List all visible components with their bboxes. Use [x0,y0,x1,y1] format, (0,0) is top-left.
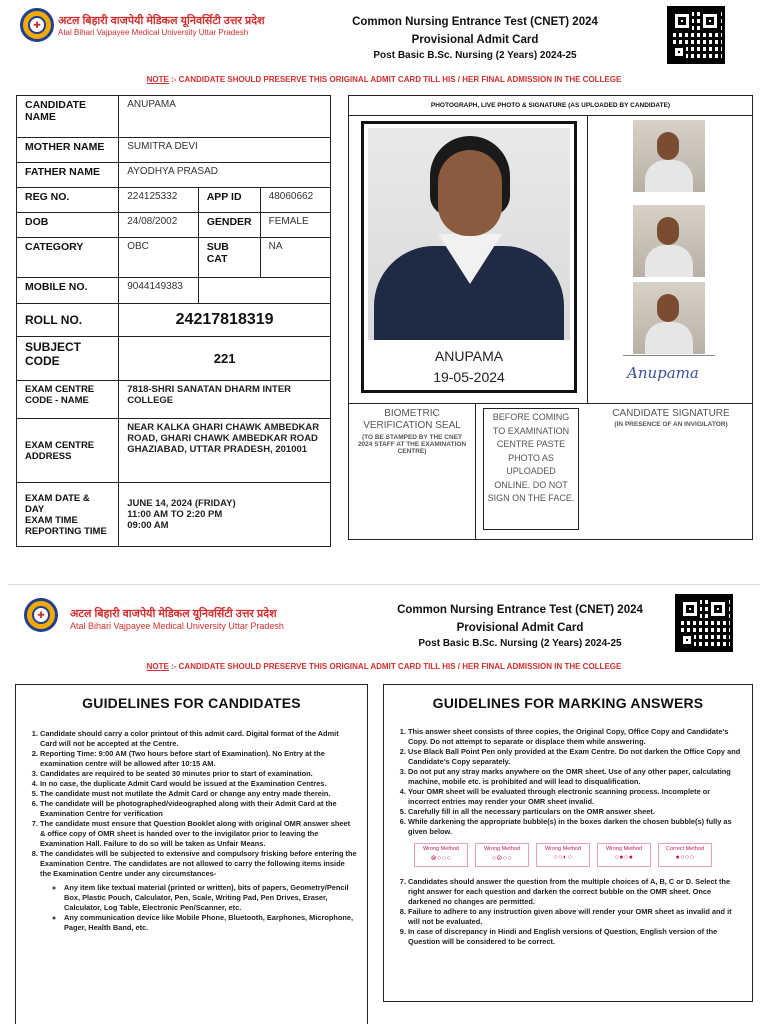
list-item: 7. The candidate must ensure that Question Booklet along with original OMR answer sheet & office copy of OMR sheet is handed over to the invigilator prior to leaving the Examination Hall. Failure to do so will be taken as Unfair Means. [40,819,357,849]
logo-emblem-icon: ✚ [28,16,46,34]
bubble-methods [414,843,752,867]
photo-signature-panel [348,95,753,540]
university-name-english: Atal Bihari Vajpayee Medical University Uttar Pradesh [70,620,284,631]
centre-address-label: EXAM CENTRE ADDRESS [17,419,119,483]
list-item: ◦ Any item like textual material (printed or written), bits of papers, Geometry/Pencil Box, Plastic Pouch, Calculator, Pen, Scale, Writing Pad, Pen Drives, Eraser, Calculator, Log Table, Electronic Pen/Scanner, etc. [64,883,357,913]
logo-emblem-icon: ✚ [32,606,50,624]
list-item: 7. Candidates should answer the question from the multiple choices of A, B, C or D. Select the right answer for each question and darken the correct bubble on the OMR sheet. Once darkened no changes are permitted. [408,877,742,907]
preserve-note [0,662,768,671]
mobile-label: MOBILE NO. [17,278,119,304]
university-name-hindi: अटल बिहारी वाजपेयी मेडिकल यूनिवर्सिटी उत्तर प्रदेश [70,608,277,620]
list-item-text: The candidates will be subjected to extensive and compulsory frisking before entering the Examination Centre. The candidates are not allowed to carry the following items inside the Examination Centre under any circumstances- [40,849,357,878]
qr-code-icon [675,594,733,652]
university-name [70,608,284,631]
marking-guidelines-box [383,684,753,1002]
bubble-icon: ○⊘○○ [491,855,513,862]
divider [587,116,588,404]
table-row [17,138,331,163]
guidelines-list [16,729,357,933]
reg-no-label: REG NO. [17,188,119,213]
father-name-label: FATHER NAME [17,163,119,188]
list-item [408,727,742,747]
university-name-english: Atal Bihari Vajpayee Medical University Uttar Pradesh [58,27,249,37]
correct-method-example [658,843,712,867]
photo-caption [364,346,574,388]
mobile-value: 9044149383 [119,278,198,304]
marking-title: GUIDELINES FOR MARKING ANSWERS [432,695,704,711]
table-row [17,483,331,547]
sub-cat-value: NA [260,238,330,278]
prohibited-items-list [40,883,357,933]
biometric-title: BIOMETRIC VERIFICATION SEAL [363,408,461,431]
subject-code-value: 221 [119,337,331,381]
note-text: :- CANDIDATE SHOULD PRESERVE THIS ORIGINAL ADMIT CARD TILL HIS / HER FINAL ADMISSION IN THE COLLEGE [168,75,622,84]
table-row [17,278,331,304]
table-row [17,419,331,483]
wrong-method-example [536,843,590,867]
sub-cat-label: SUB CAT [198,238,260,278]
exam-schedule-value [119,483,331,547]
photo-panel-title: PHOTOGRAPH, LIVE PHOTO & SIGNATURE (AS UPLOADED BY CANDIDATE) [349,96,752,116]
exam-date-label: EXAM DATE & DAY [25,492,90,515]
table-row [17,213,331,238]
method-label: Wrong Method [606,846,642,852]
bubble-icon: ○○◐○ [553,854,573,861]
university-name [58,15,265,37]
guidelines-page [0,588,768,1024]
roll-no-label: ROLL NO. [17,304,119,337]
divider [475,404,476,540]
preserve-note [0,75,768,84]
live-photo-thumbnail [633,120,705,192]
table-row [17,381,331,419]
gender-value: FEMALE [260,213,330,238]
list-item: 4. In no case, the duplicate Admit Card would be issued at the Examination Centres. [40,779,357,789]
wrong-method-example [475,843,529,867]
list-item: 3. Candidates are required to be seated 30 minutes prior to start of examination. [40,769,357,779]
live-photo-thumbnail [633,282,705,354]
bubble-icon: ⊗○○○ [430,855,452,862]
candidate-details-table [16,95,331,547]
divider [623,355,715,356]
list-item: 6. While darkening the appropriate bubble(s) in the boxes darken the chosen bubble(s) fully as given below. [408,817,742,837]
biometric-subtitle: (TO BE STAMPED BY THE CNET 2024 STAFF AT THE EXAMINATION CENTRE) [357,434,467,455]
table-row [17,188,331,213]
list-item: 5. Carefully fill in all the necessary particulars on the OMR answer sheet. [408,807,742,817]
category-value: OBC [119,238,198,278]
gender-label: GENDER [198,213,260,238]
mother-name-value: SUMITRA DEVI [119,138,331,163]
method-label: Wrong Method [423,846,459,852]
list-item: 9. In case of discrepancy in Hindi and English versions of Question, English version of the Question will be considered to be correct. [408,927,742,947]
exam-date-value: JUNE 14, 2024 (FRIDAY) [127,498,236,509]
exam-title: Common Nursing Entrance Test (CNET) 2024 [352,16,598,28]
signature-subtitle: (IN PRESENCE OF AN INVIGILATOR) [614,421,728,428]
category-label: CATEGORY [17,238,119,278]
candidate-photo [361,121,577,393]
university-logo [24,598,58,632]
card-subtitle: Provisional Admit Card [456,622,584,634]
list-item: 2. Reporting Time: 9:00 AM (Two hours before start of Examination). No Entry at the examination centre will be allowed after 10:15 AM. [40,749,357,769]
bubble-icon: ○●○● [614,854,634,861]
method-label: Wrong Method [484,846,520,852]
centre-address-value: NEAR KALKA GHARI CHAWK AMBEDKAR ROAD, GHARI CHAWK AMBEDKAR ROAD GHAZIABAD, UTTAR PRADESH, 201001 [119,419,331,483]
bubble-icon: ●○○○ [675,854,695,861]
list-item: ◦ Any communication device like Mobile Phone, Bluetooth, Earphones, Microphone, Pager, Health Band, etc. [64,913,357,933]
university-name-hindi: अटल बिहारी वाजपेयी मेडिकल यूनिवर्सिटी उत्तर प्रदेश [58,15,265,27]
exam-time-value: 11:00 AM TO 2:20 PM [127,509,223,520]
list-item: 5. The candidate must not mutilate the Admit Card or change any entry made therein. [40,789,357,799]
method-label: Wrong Method [545,846,581,852]
paste-photo-box: BEFORE COMING TO EXAMINATION CENTRE PASTE PHOTO AS UPLOADED ONLINE. DO NOT SIGN ON THE FACE. [483,408,579,530]
method-label: Correct Method [666,846,704,852]
reg-no-value: 224125332 [119,188,198,213]
note-text: :- CANDIDATE SHOULD PRESERVE THIS ORIGINAL ADMIT CARD TILL HIS / HER FINAL ADMISSION IN THE COLLEGE [168,662,622,671]
reporting-time-value: 09:00 AM [127,520,169,531]
list-item-emphasis: Original Copy, Office Copy and Candidate [575,727,723,736]
list-item: 6. The candidate will be photographed/videographed along with their Admit Card at the Examination Centre for verification [40,799,357,819]
table-row [17,238,331,278]
card-subtitle: Provisional Admit Card [411,34,539,46]
dob-value: 24/08/2002 [119,213,198,238]
empty-cell [198,278,330,304]
dob-label: DOB [17,213,119,238]
qr-code-icon [667,6,725,64]
reporting-time-label: REPORTING TIME [25,525,107,537]
note-prefix: NOTE [146,75,169,84]
signature-title: CANDIDATE SIGNATURE [612,408,730,419]
roll-no-value: 24217818319 [119,304,331,337]
list-item [40,849,357,933]
list-item: 2. Use Black Ball Point Pen only provided at the Exam Centre. Do not darken the Office Copy and Candidate's Copy separately. [408,747,742,767]
list-item-text: This answer sheet consists of three copies, the [408,727,576,736]
candidate-name-label: CANDIDATE NAME [17,96,119,138]
university-logo [20,8,54,42]
subject-code-label: SUBJECT CODE [17,337,119,381]
list-item: 8. Failure to adhere to any instruction given above will render your OMR sheet as invalid and it will not be evaluated. [408,907,742,927]
card-heading [330,16,620,61]
app-id-value: 48060662 [260,188,330,213]
photo-date: 19-05-2024 [433,369,505,385]
course-name: Post Basic B.Sc. Nursing (2 Years) 2024-25 [418,638,622,649]
centre-code-label: EXAM CENTRE CODE - NAME [17,381,119,419]
mother-name-label: MOTHER NAME [17,138,119,163]
card-heading [375,604,665,649]
note-prefix: NOTE [146,662,169,671]
list-item: 1. Candidate should carry a color printout of this admit card. Digital format of the Admit Card will not be accepted at the Centre. [40,729,357,749]
list-item: 4. Your OMR sheet will be evaluated through electronic scanning process. Incomplete or incorrect entries may render your OMR sheet invalid. [408,787,742,807]
father-name-value: AYODHYA PRASAD [119,163,331,188]
course-name: Post Basic B.Sc. Nursing (2 Years) 2024-25 [373,50,577,61]
candidate-signature-box [593,408,749,428]
table-row [17,337,331,381]
live-photo-thumbnail [633,205,705,277]
candidate-guidelines-box [15,684,368,1024]
guidelines-title: GUIDELINES FOR CANDIDATES [82,695,301,711]
candidate-name-value: ANUPAMA [119,96,331,138]
table-row [17,304,331,337]
uploaded-signature: Anupama [627,364,699,382]
divider [349,403,752,404]
portrait-image [368,128,570,340]
list-item: 3. Do not put any stray marks anywhere on the OMR sheet. Use of any other paper, calculating machine, mobile etc. is prohibited and will lead to disqualification. [408,767,742,787]
exam-schedule-label [17,483,119,547]
exam-time-label: EXAM TIME [25,514,78,526]
list-item-text: 's Copy. Do not attempt to separate or displace them while answering. [408,727,729,746]
app-id-label: APP ID [198,188,260,213]
centre-code-value: 7818-SHRI SANATAN DHARM INTER COLLEGE [119,381,331,419]
marking-list-continued [384,877,742,947]
wrong-method-example [597,843,651,867]
marking-list [384,727,742,837]
table-row [17,163,331,188]
photo-name: ANUPAMA [434,348,504,364]
divider [8,584,760,585]
wrong-method-example [414,843,468,867]
exam-title: Common Nursing Entrance Test (CNET) 2024 [397,604,643,616]
biometric-seal-box [355,408,469,455]
table-row [17,96,331,138]
